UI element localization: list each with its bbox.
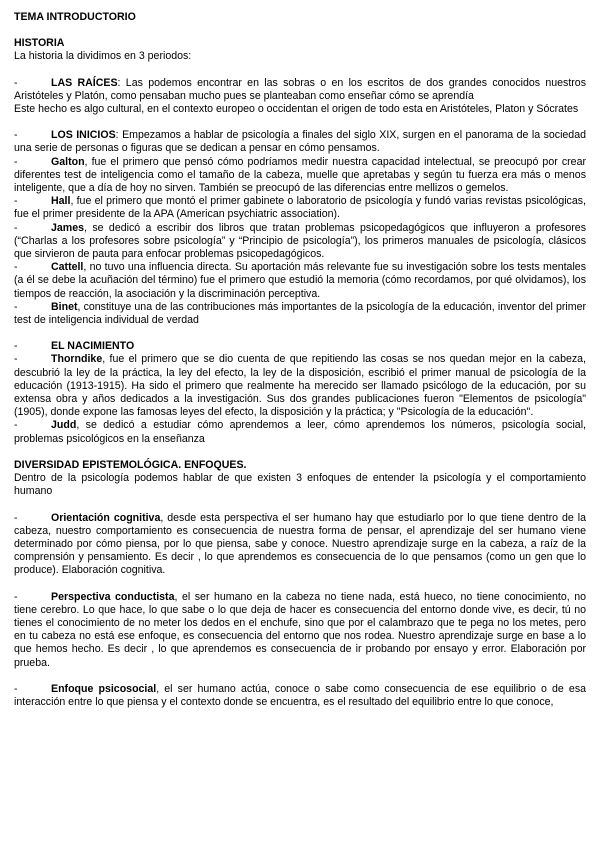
dash: - [14,129,18,142]
list-item-psicosocial [14,683,586,709]
dash: - [14,511,18,524]
nacimiento-item [14,340,586,353]
dash: - [14,300,18,313]
item-text: , fue el primero que montó el primer gabinete o laboratorio de psicología y fundó varias revistas psicológicas, fue el primer presidente de la APA (American psychiatric association). [14,195,586,221]
item-text: , desde esta perspectiva el ser humano hay que estudiarlo por lo que tiene dentro de la cabeza, nuestro comportamiento es consecuencia de nuestra forma de pensar, el aprendizaje del ser humano viene determinado por cómo piensa, por lo que piensa, sabe y conoce. Nuestro aprendizaje surge en la cabeza, a raíz de la comprensión y pensamiento. Es decir , lo que aprendemos es consecuencia de lo que pensamos (como un gen que lo produce). Elaboración cognitiva. [14,511,586,577]
item-name: Judd [51,419,77,432]
item-name: James [51,221,84,234]
dash: - [14,353,18,366]
list-item-hall [14,195,586,221]
item-name: Hall [51,195,71,208]
item-name: Thorndike [51,353,103,366]
item-name: Binet [51,300,78,313]
item-text: , el ser humano actúa, conoce o sabe como consecuencia de ese equilibrio o de esa interacción entre lo que piensa y el contexto donde se encuentra, es el resultado del equilibrio entre lo que conoce, [14,682,587,708]
item-text: , constituye una de las contribuciones más importantes de la psicología de la educación, inventor del primer test de inteligencia individual de verdad [14,300,586,327]
diversidad-heading: DIVERSIDAD EPISTEMOLÓGICA. ENFOQUES. [14,458,247,471]
historia-intro: La historia la dividimos en 3 periodos: [14,50,192,63]
item-name: Orientación cognitiva [51,511,161,524]
list-item-cognitiva [14,512,586,578]
inicios-text: : Empezamos a hablar de psicología a finales del siglo XIX, surgen en el panorama de la sociedad una serie de personas o figuras que se dedican a pensar en cómo pensamos. [14,129,586,155]
item-text: , el ser humano en la cabeza no tiene nada, está hueco, no tiene conocimiento, no tiene cerebro. Lo que hace, lo que sabe o lo que deja de hacer es consecuencia del entorno donde vive, es decir, tú no tienes el conocimiento de no meter los dedos en el enchufe, sino que por el calambrazo que te pega no los metes, pero en tu cabeza no está ese enfoque, es consecuencia del entorno que nos rodea. Nuestro aprendizaje surge en base a lo que hemos hecho. Es decir , lo que aprendemos es consecuencia de ir probando por ensayo y error. Elaboración por prueba. [14,590,587,669]
item-name: Enfoque psicosocial [51,682,157,695]
list-item-james [14,222,586,262]
historia-heading: HISTORIA [14,37,65,50]
raices-note: Este hecho es algo cultural, en el contexto europeo o occidentan el origen de todo esta en Aristóteles, Platon y Sócrates [14,103,579,116]
item-text: , fue el primero que se dio cuenta de que repitiendo las cosas se nos quedan mejor en la cabeza, descubrió la ley de la práctica, la ley del efecto, la ley de la disposición, escribió el primer manual de psicología de la educación (1913-1915). Ha sido el primero que realmente ha merecido ser llamado psicólogo de la educación, por su extensa obra y años dedicados a la investigación. Sus dos grandes publicaciones fueron "Elementos de psicología" (1905), donde expone las famosas leyes del efecto, la disposición y la práctica; y "Psicología de la educación". [14,353,586,419]
item-text: , se dedicó a estudiar cómo aprendemos a leer, cómo aprendemos los números, psicología social, problemas psicológicos en la enseñanza [14,419,586,445]
dash: - [14,221,18,234]
dash: - [14,261,18,274]
item-text: , no tuvo una influencia directa. Su aportación más relevante fue su investigación sobre los tests mentales (a él se debe la acuñación del término) fue el primero que estudió la memoria (cómo recordamos, por qué olvidamos), los tiempos de reacción, la asociación y la discriminación perceptiva. [14,261,586,300]
dash: - [14,590,18,603]
item-name: Galton [51,155,85,168]
raices-label: LAS RAÍCES [51,76,118,89]
item-name: Cattell [51,261,84,274]
list-item-galton [14,156,586,196]
inicios-label: LOS INICIOS [51,129,116,142]
dash: - [14,76,18,89]
item-name: Perspectiva conductista [51,590,175,603]
item-text: , se dedicó a escribir dos libros que tratan problemas psicopedagógicos que influyeron a profesores (“Charlas a los profesores sobre psicología” y “Principio de psicología”), los primeros manuales de psicología, clásicos que sirvieron de pauta para enfocar problemas psicopedagógicos. [14,221,586,261]
item-text: , fue el primero que pensó cómo podríamos medir nuestra capacidad intelectual, se preocupó por crear diferentes test de inteligencia como el tamaño de la cabeza, muelle que apretabas y según tu fuerza era más o menos inteligente, que a día de hoy no sirven. También se preocupó de las diferencias entre mellizos o gemelos. [14,155,586,195]
raices-item [14,77,586,103]
dash: - [14,195,18,208]
list-item-thorndike [14,353,586,419]
dash: - [14,419,18,432]
dash: - [14,155,18,168]
list-item-binet [14,301,586,327]
list-item-conductista [14,591,586,670]
document-title: TEMA INTRODUCTORIO [14,11,136,23]
nacimiento-label: EL NACIMIENTO [51,340,135,353]
inicios-item [14,129,586,155]
dash: - [14,682,18,695]
list-item-cattell [14,261,586,301]
diversidad-intro: Dentro de la psicología podemos hablar de que existen 3 enfoques de entender la psicología y el comportamiento humano [14,472,586,498]
list-item-judd [14,419,586,445]
dash: - [14,340,18,353]
raices-text: : Las podemos encontrar en las sobras o en los escritos de dos grandes conocidos nuestros Aristóteles y Platón, como pensaban mucho pues se planteaban como enseñar cómo se aprendía [14,76,586,102]
